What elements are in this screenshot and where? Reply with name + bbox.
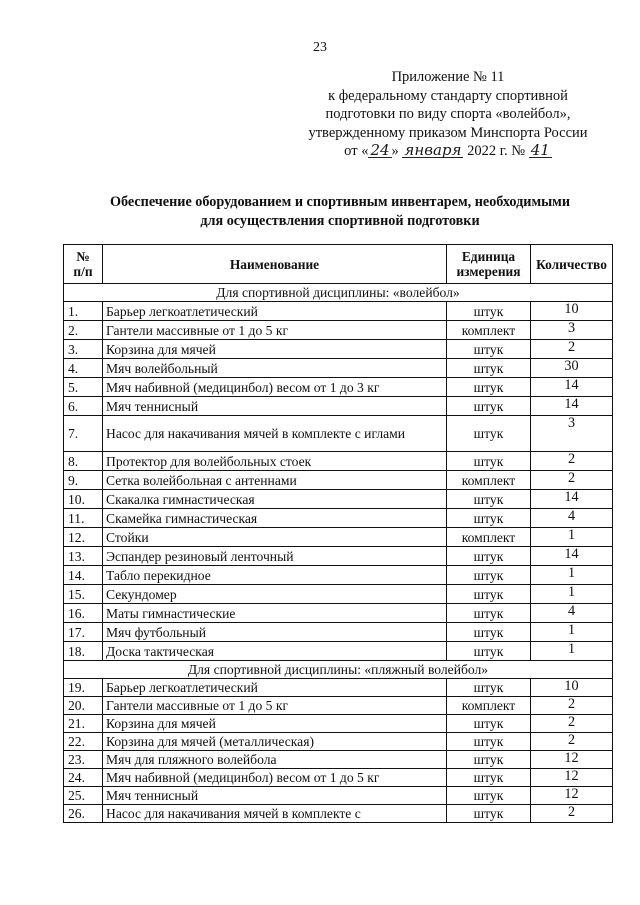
row-quantity: 30: [531, 359, 613, 378]
row-name: Насос для накачивания мячей в комплекте с иглами: [103, 416, 447, 452]
row-unit: штук: [447, 547, 531, 566]
row-name: Мяч набивной (медицинбол) весом от 1 до 5 кг: [103, 769, 447, 787]
row-quantity: 2: [531, 340, 613, 359]
table-row: [64, 715, 613, 733]
table-row: [64, 751, 613, 769]
row-quantity: 12: [531, 787, 613, 805]
row-name: Гантели массивные от 1 до 5 кг: [103, 697, 447, 715]
row-number: 24.: [64, 769, 103, 787]
row-name: Мяч для пляжного волейбола: [103, 751, 447, 769]
date-prefix: от «: [344, 143, 369, 159]
table-row: [64, 805, 613, 823]
row-name: Мяч теннисный: [103, 787, 447, 805]
handwritten-order-number: 41: [530, 141, 550, 159]
table-row: [64, 452, 613, 471]
row-number: 25.: [64, 787, 103, 805]
row-quantity: 1: [531, 566, 613, 585]
row-unit: комплект: [447, 528, 531, 547]
row-number: 8.: [64, 452, 103, 471]
row-name: Мяч футбольный: [103, 623, 447, 642]
section-title: Для спортивной дисциплины: «пляжный волейбол»: [64, 661, 613, 679]
table-row: [64, 359, 613, 378]
row-number: 13.: [64, 547, 103, 566]
row-name: Корзина для мячей: [103, 715, 447, 733]
row-quantity: 12: [531, 769, 613, 787]
row-unit: штук: [447, 302, 531, 321]
table-row: [64, 566, 613, 585]
row-quantity: 1: [531, 642, 613, 661]
table-row: [64, 697, 613, 715]
row-unit: штук: [447, 378, 531, 397]
row-quantity: 10: [531, 679, 613, 697]
table-row: [64, 787, 613, 805]
row-number: 9.: [64, 471, 103, 490]
row-quantity: 14: [531, 547, 613, 566]
title-line-2: для осуществления спортивной подготовки: [200, 213, 480, 229]
row-number: 6.: [64, 397, 103, 416]
row-quantity: 2: [531, 452, 613, 471]
row-unit: штук: [447, 751, 531, 769]
row-unit: штук: [447, 769, 531, 787]
row-number: 19.: [64, 679, 103, 697]
row-unit: штук: [447, 679, 531, 697]
row-unit: штук: [447, 490, 531, 509]
table-row: [64, 490, 613, 509]
row-name: Эспандер резиновый ленточный: [103, 547, 447, 566]
row-quantity: 1: [531, 528, 613, 547]
row-name: Корзина для мячей (металлическая): [103, 733, 447, 751]
row-unit: штук: [447, 805, 531, 823]
row-number: 18.: [64, 642, 103, 661]
row-number: 23.: [64, 751, 103, 769]
row-number: 7.: [64, 416, 103, 452]
table-row: [64, 471, 613, 490]
row-quantity: 12: [531, 751, 613, 769]
appendix-line-2: к федеральному стандарту спортивной: [328, 87, 568, 104]
row-unit: штук: [447, 452, 531, 471]
row-quantity: 4: [531, 604, 613, 623]
row-unit: штук: [447, 359, 531, 378]
table-header-row: [64, 245, 613, 284]
row-unit: комплект: [447, 471, 531, 490]
appendix-header: [283, 68, 613, 161]
table-row: [64, 547, 613, 566]
appendix-title: Приложение № 11: [391, 69, 505, 85]
row-number: 4.: [64, 359, 103, 378]
row-unit: штук: [447, 585, 531, 604]
table-row: [64, 733, 613, 751]
row-unit: штук: [447, 623, 531, 642]
handwritten-month: января: [404, 141, 462, 159]
section-row-beach-volleyball: [64, 661, 613, 679]
table-row: [64, 378, 613, 397]
row-name: Секундомер: [103, 585, 447, 604]
table-row: [64, 397, 613, 416]
row-quantity: 1: [531, 585, 613, 604]
header-name: Наименование: [103, 245, 447, 284]
table-row: [64, 679, 613, 697]
row-name: Протектор для волейбольных стоек: [103, 452, 447, 471]
title-line-1: Обеспечение оборудованием и спортивным инвентарем, необходимыми: [109, 194, 571, 210]
header-quantity: Количество: [531, 245, 613, 284]
row-name: Табло перекидное: [103, 566, 447, 585]
row-name: Гантели массивные от 1 до 5 кг: [103, 321, 447, 340]
page-number: 23: [313, 40, 327, 55]
row-unit: штук: [447, 733, 531, 751]
row-unit: комплект: [447, 321, 531, 340]
row-number: 12.: [64, 528, 103, 547]
row-quantity: 4: [531, 509, 613, 528]
header-number: № п/п: [64, 245, 103, 284]
table-row: [64, 585, 613, 604]
appendix-date-line: [283, 142, 613, 161]
section-title: Для спортивной дисциплины: «волейбол»: [64, 284, 613, 302]
row-number: 20.: [64, 697, 103, 715]
table-row: [64, 528, 613, 547]
table-row: [64, 623, 613, 642]
row-quantity: 2: [531, 733, 613, 751]
table-row: [64, 642, 613, 661]
row-unit: штук: [447, 787, 531, 805]
row-quantity: 14: [531, 378, 613, 397]
row-unit: штук: [447, 416, 531, 452]
row-name: Барьер легкоатлетический: [103, 679, 447, 697]
row-name: Сетка волейбольная с антеннами: [103, 471, 447, 490]
row-name: Барьер легкоатлетический: [103, 302, 447, 321]
row-quantity: 3: [531, 321, 613, 340]
row-unit: комплект: [447, 697, 531, 715]
row-quantity: 2: [531, 471, 613, 490]
row-number: 10.: [64, 490, 103, 509]
row-unit: штук: [447, 715, 531, 733]
row-number: 26.: [64, 805, 103, 823]
date-year: 2022 г. №: [467, 143, 526, 159]
row-name: Корзина для мячей: [103, 340, 447, 359]
equipment-table: [63, 244, 613, 823]
header-unit: Единица измерения: [447, 245, 531, 284]
row-name: Насос для накачивания мячей в комплекте с: [103, 805, 447, 823]
row-quantity: 2: [531, 805, 613, 823]
row-unit: штук: [447, 566, 531, 585]
row-number: 5.: [64, 378, 103, 397]
row-unit: штук: [447, 604, 531, 623]
table-row: [64, 340, 613, 359]
appendix-line-4: утвержденному приказом Минспорта России: [308, 124, 588, 141]
row-name: Маты гимнастические: [103, 604, 447, 623]
row-quantity: 1: [531, 623, 613, 642]
row-number: 3.: [64, 340, 103, 359]
row-quantity: 2: [531, 715, 613, 733]
row-number: 11.: [64, 509, 103, 528]
table-row: [64, 416, 613, 452]
row-quantity: 14: [531, 490, 613, 509]
section-row-volleyball: [64, 284, 613, 302]
row-unit: штук: [447, 509, 531, 528]
table-row: [64, 769, 613, 787]
row-number: 22.: [64, 733, 103, 751]
row-unit: штук: [447, 642, 531, 661]
row-number: 16.: [64, 604, 103, 623]
row-name: Мяч набивной (медицинбол) весом от 1 до 3 кг: [103, 378, 447, 397]
appendix-line-3: подготовки по виду спорта «волейбол»,: [325, 106, 571, 122]
date-mid: »: [391, 143, 399, 159]
row-quantity: 2: [531, 697, 613, 715]
row-name: Мяч теннисный: [103, 397, 447, 416]
row-unit: штук: [447, 397, 531, 416]
row-number: 15.: [64, 585, 103, 604]
row-name: Стойки: [103, 528, 447, 547]
row-number: 2.: [64, 321, 103, 340]
table-row: [64, 321, 613, 340]
table-row: [64, 302, 613, 321]
handwritten-day: 24: [370, 141, 390, 159]
table-row: [64, 604, 613, 623]
row-quantity: 10: [531, 302, 613, 321]
row-number: 21.: [64, 715, 103, 733]
row-number: 17.: [64, 623, 103, 642]
row-name: Мяч волейбольный: [103, 359, 447, 378]
row-name: Скакалка гимнастическая: [103, 490, 447, 509]
row-number: 14.: [64, 566, 103, 585]
table-row: [64, 509, 613, 528]
row-quantity: 14: [531, 397, 613, 416]
row-unit: штук: [447, 340, 531, 359]
document-title: [60, 193, 620, 231]
row-number: 1.: [64, 302, 103, 321]
row-name: Доска тактическая: [103, 642, 447, 661]
row-quantity: 3: [531, 416, 613, 452]
row-name: Скамейка гимнастическая: [103, 509, 447, 528]
